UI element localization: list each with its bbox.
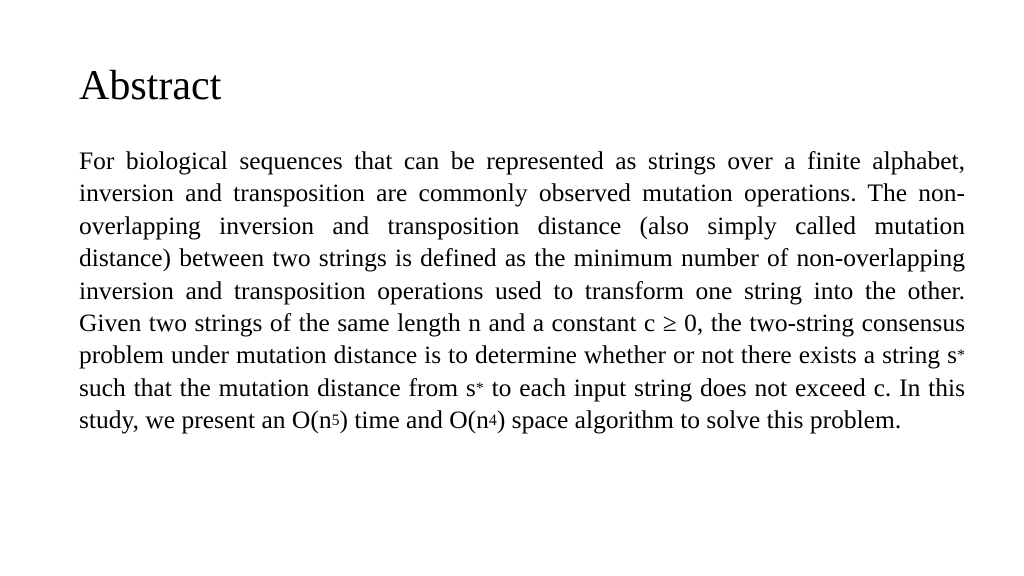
abstract-text-part-4: ) time and O(n [339, 405, 489, 435]
superscript-star-1: * [957, 347, 965, 365]
abstract-paragraph [79, 145, 965, 437]
superscript-exponent-4: 4 [488, 412, 497, 430]
superscript-exponent-5: 5 [331, 412, 340, 430]
abstract-text-part-2: such that the mutation distance from s [79, 372, 476, 402]
abstract-text-part-1: For biological sequences that can be represented as strings over a finite alphabet, inversion and transposition are commonly observed mutation operations. The non-overlapping inversion and transposition distance (also simply called mutation distance) between two strings is defined as the minimum number of non-overlapping inversion and transposition operations used to transform one string into the other. Given two strings of the same length n and a constant c ≥ 0, the two-string consensus problem under mutation distance is to determine whether or not there exists a string s [79, 146, 965, 370]
abstract-text-part-3: to each input string does not exceed c. In this study, we present an O(n [79, 372, 966, 435]
abstract-text-part-5: ) space algorithm to solve this problem. [496, 405, 902, 435]
slide-title: Abstract [79, 63, 222, 109]
superscript-star-2: * [475, 379, 484, 397]
